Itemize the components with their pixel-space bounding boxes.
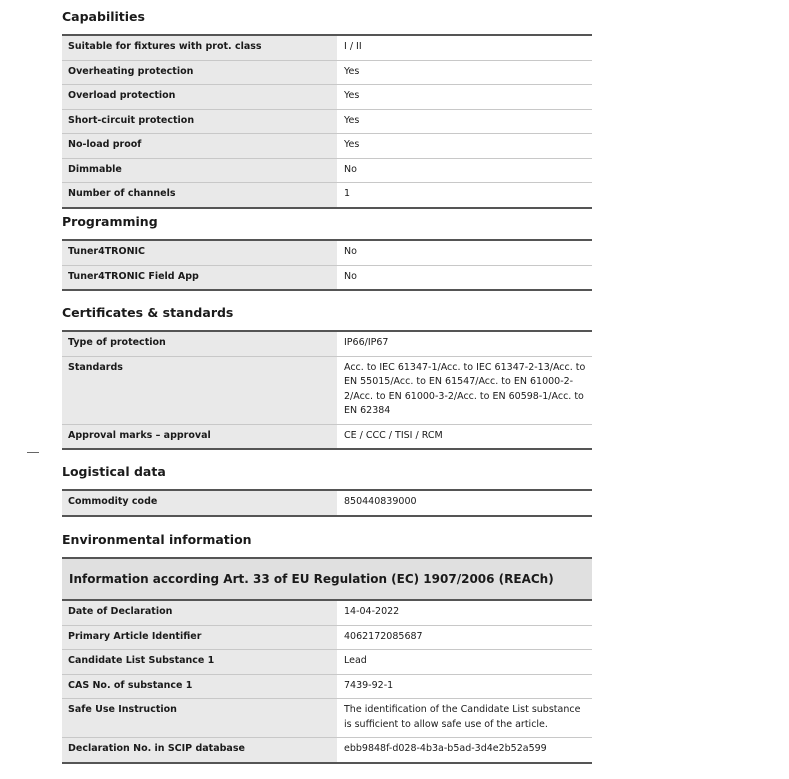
row-key: Tuner4TRONIC: [62, 240, 338, 265]
table-row: [62, 134, 592, 159]
table-row: [62, 35, 592, 60]
row-key: Short-circuit protection: [62, 109, 338, 134]
table-row: [62, 356, 592, 424]
table-row: [62, 109, 592, 134]
section-title-certificates: Certificates & standards: [62, 305, 234, 320]
section-certificates: [62, 303, 592, 450]
row-key: Number of channels: [62, 183, 338, 208]
table-row: [62, 600, 592, 625]
row-value: 850440839000: [338, 490, 593, 516]
table-row: [62, 265, 592, 290]
row-key: Commodity code: [62, 490, 338, 516]
row-value: Yes: [338, 60, 593, 85]
table-row: [62, 158, 592, 183]
table-row: [62, 699, 592, 738]
section-title-capabilities: Capabilities: [62, 9, 145, 24]
table-row: [62, 240, 592, 265]
row-value: No: [338, 265, 593, 290]
section-capabilities: [62, 7, 592, 209]
row-key: Dimmable: [62, 158, 338, 183]
table-row: [62, 424, 592, 449]
row-value: ebb9848f-d028-4b3a-b5ad-3d4e2b52a599: [338, 738, 593, 763]
row-value: 4062172085687: [338, 625, 593, 650]
row-key: Overload protection: [62, 85, 338, 110]
table-row: [62, 625, 592, 650]
row-value: 7439-92-1: [338, 674, 593, 699]
section-environmental: [62, 530, 592, 764]
programming-table: [62, 239, 592, 291]
row-key: Approval marks – approval: [62, 424, 338, 449]
capabilities-table: [62, 34, 592, 209]
row-key: Date of Declaration: [62, 600, 338, 625]
table-row: [62, 331, 592, 356]
row-key: Primary Article Identifier: [62, 625, 338, 650]
certificates-table: [62, 330, 592, 450]
table-row: [62, 650, 592, 675]
table-row: [62, 183, 592, 208]
section-title-environmental: Environmental information: [62, 532, 252, 547]
row-key: Safe Use Instruction: [62, 699, 338, 738]
environmental-table: [62, 599, 592, 764]
section-title-logistical: Logistical data: [62, 464, 166, 479]
row-key: Type of protection: [62, 331, 338, 356]
table-row: [62, 738, 592, 763]
row-value: Yes: [338, 134, 593, 159]
row-value: I / II: [338, 35, 593, 60]
row-key: Declaration No. in SCIP database: [62, 738, 338, 763]
row-value: Yes: [338, 85, 593, 110]
row-value: Lead: [338, 650, 593, 675]
section-programming: [62, 212, 592, 291]
row-key: Overheating protection: [62, 60, 338, 85]
section-logistical: [62, 462, 592, 517]
row-key: Tuner4TRONIC Field App: [62, 265, 338, 290]
logistical-table: [62, 489, 592, 517]
reach-heading: Information according Art. 33 of EU Regulation (EC) 1907/2006 (REACh): [62, 557, 592, 599]
row-value: The identification of the Candidate List substance is sufficient to allow safe use of the article.: [338, 699, 593, 738]
row-key: Standards: [62, 356, 338, 424]
row-value: 1: [338, 183, 593, 208]
row-value: Yes: [338, 109, 593, 134]
row-value: No: [338, 158, 593, 183]
row-value: CE / CCC / TISI / RCM: [338, 424, 593, 449]
table-row: [62, 85, 592, 110]
row-key: CAS No. of substance 1: [62, 674, 338, 699]
section-title-programming: Programming: [62, 214, 158, 229]
table-row: [62, 490, 592, 516]
row-key: Suitable for fixtures with prot. class: [62, 35, 338, 60]
row-value: IP66/IP67: [338, 331, 593, 356]
margin-mark: [27, 452, 39, 453]
row-key: No-load proof: [62, 134, 338, 159]
row-value: Acc. to IEC 61347-1/Acc. to IEC 61347-2-13/Acc. to EN 55015/Acc. to EN 61547/Acc. to EN 61000-2-2/Acc. to EN 61000-3-2/Acc. to EN 60598-1/Acc. to EN 62384: [338, 356, 593, 424]
table-row: [62, 674, 592, 699]
row-key: Candidate List Substance 1: [62, 650, 338, 675]
row-value: 14-04-2022: [338, 600, 593, 625]
table-row: [62, 60, 592, 85]
row-value: No: [338, 240, 593, 265]
